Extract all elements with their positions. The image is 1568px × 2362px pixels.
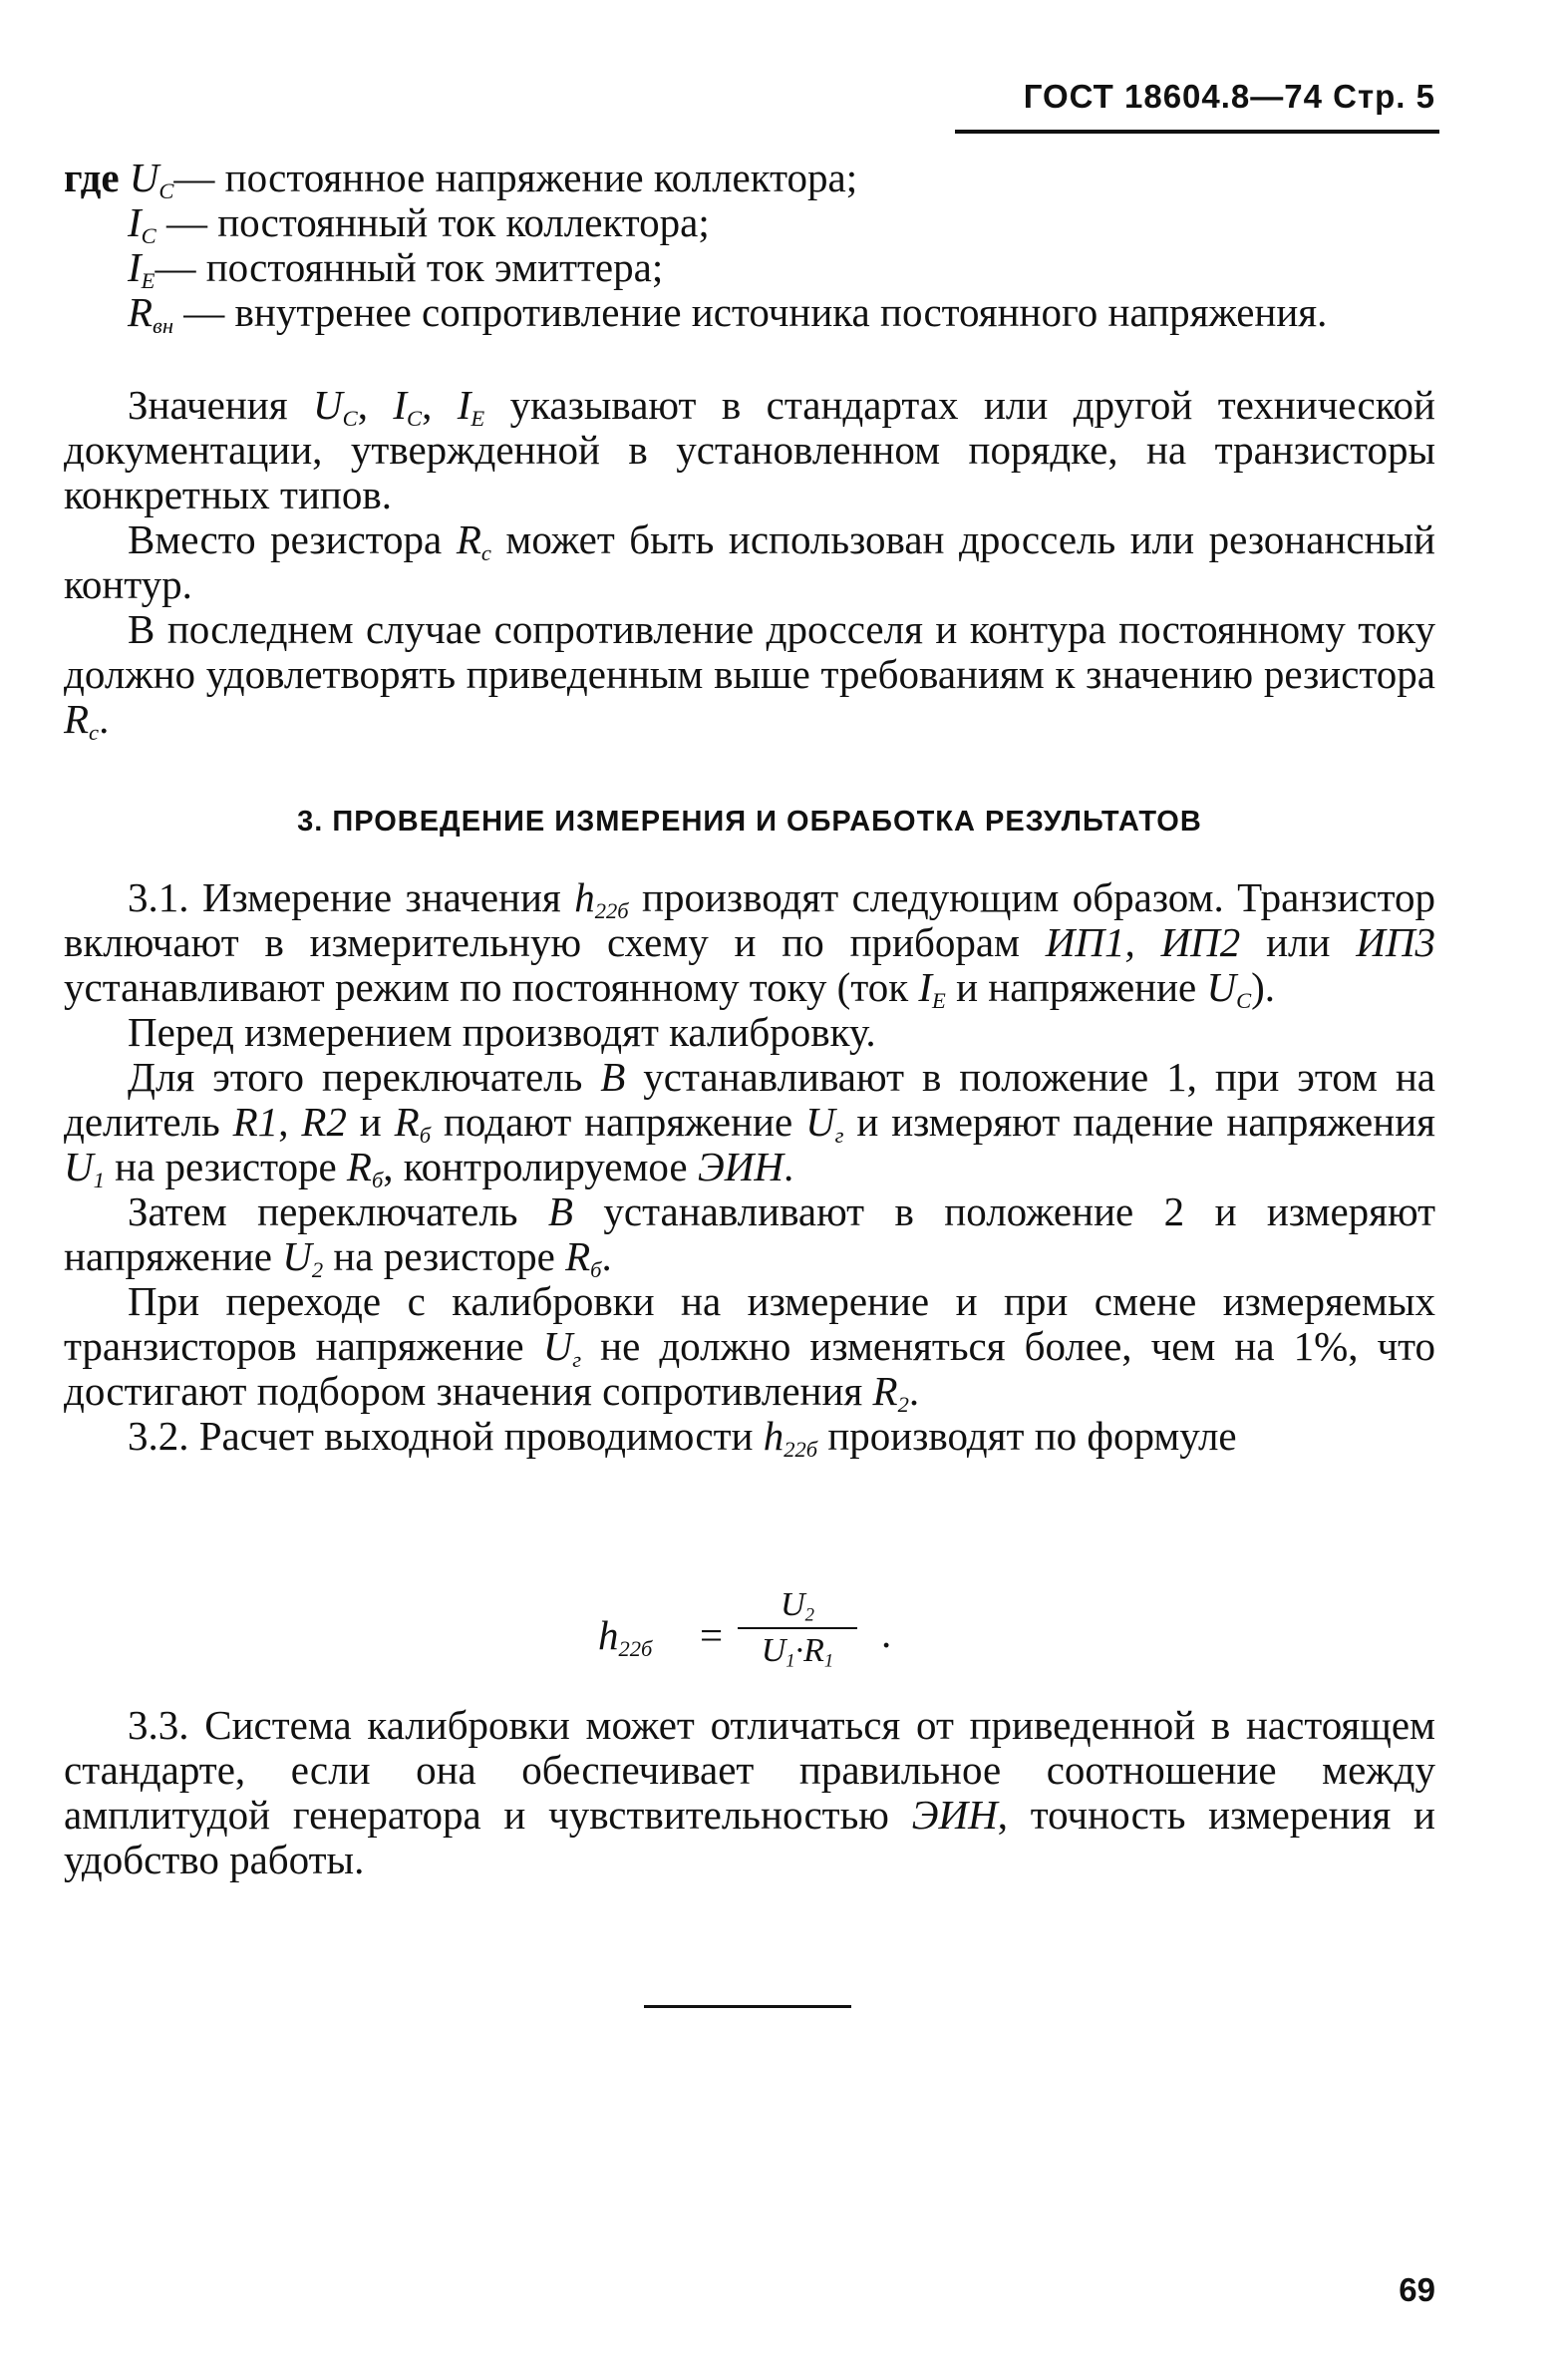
definition-row	[64, 199, 1435, 248]
end-rule	[644, 2005, 851, 2008]
top-paragraphs	[64, 382, 1435, 745]
definition-text: — постоянный ток коллектора;	[165, 199, 710, 245]
header-rule	[955, 130, 1439, 134]
page-number: 69	[1399, 2271, 1435, 2308]
definition-text: — внутренее сопротивление источника постоянного напряжения.	[183, 289, 1328, 335]
formula-period: .	[881, 1610, 892, 1656]
fraction-bar	[738, 1627, 857, 1629]
definition-text: — постоянное напряжение коллектора;	[173, 155, 858, 200]
definition-symbol: $I_C$	[128, 199, 157, 248]
definition-symbol: $R_{вн}$	[128, 289, 174, 338]
fraction-denominator: $U_1\cdot R_1$	[761, 1632, 834, 1672]
paragraph: Для этого переключатель B устанавливают в положение 1, при этом на делитель R1, R2 и $R_б$ подают напряжение $U_г$ и измеряют падение напряжения $U_1$ на резисторе $R_б$, контролируемое ЭИН.	[64, 1054, 1435, 1192]
running-head: ГОСТ 18604.8—74 Стр. 5	[1023, 78, 1435, 115]
formula-lhs: $h_{22б}$	[598, 1612, 653, 1661]
paragraph-3-3: 3.3. Система калибровки может отличаться от приведенной в настоящем стандарте, если она обеспечивает правильное соотношение между амплитудой генератора и чувствительностью ЭИН, точность измерения и удобство работы.	[64, 1702, 1435, 1882]
definition-row	[64, 155, 1435, 203]
paragraph: Вместо резистора $R_c$ может быть использован дроссель или резонансный контур.	[64, 516, 1435, 607]
definition-symbol: $U_C$	[129, 155, 174, 203]
section-body	[64, 874, 1436, 1462]
paragraph-3-1: 3.1. Измерение значения $h_{22б}$ производят следующим образом. Транзистор включают в измерительную схему и по приборам ИП1, ИП2 или ИП3 устанавливают режим по постоянному току (ток $I_E$ и напряжение $U_C$).	[64, 874, 1436, 1013]
section-title: 3. ПРОВЕДЕНИЕ ИЗМЕРЕНИЯ И ОБРАБОТКА РЕЗУЛЬТАТОВ	[297, 806, 1202, 838]
section-body-end	[64, 1703, 1435, 1882]
paragraph: Значения $U_C$, $I_C$, $I_E$ указывают в стандартах или другой технической документации, утвержденной в установленном порядке, на транзисторы конкретных типов.	[64, 382, 1435, 517]
paragraph: Перед измерением производят калибровку.	[128, 1009, 876, 1055]
definition-row	[64, 289, 1435, 338]
paragraph: При переходе с калибровки на измерение и при смене измеряемых транзисторов напряжение $U_г$ не должно изменяться более, чем на 1%, что достигают подбором значения сопротивления $R_2$.	[64, 1278, 1436, 1417]
paragraph-3-2: 3.2. Расчет выходной проводимости $h_{22б}$ производят по формуле	[128, 1413, 1237, 1462]
formula-equals: =	[700, 1612, 724, 1658]
definition-text: — постоянный ток эмиттера;	[155, 244, 664, 290]
fraction-numerator: $U_2$	[781, 1586, 814, 1626]
paragraph: Затем переключатель B устанавливают в положение 2 и измеряют напряжение $U_2$ на резисторе $R_б$.	[64, 1188, 1436, 1282]
definitions-block	[64, 155, 1435, 338]
definition-row	[64, 244, 1435, 293]
paragraph: В последнем случае сопротивление дросселя и контура постоянному току должно удовлетворять приведенным выше требованиям к значению резистора $R_c$.	[64, 606, 1435, 745]
formula	[598, 1585, 997, 1695]
where-label: где	[64, 155, 120, 200]
definition-symbol: $I_E$	[128, 244, 156, 293]
formula-fraction	[738, 1585, 857, 1671]
